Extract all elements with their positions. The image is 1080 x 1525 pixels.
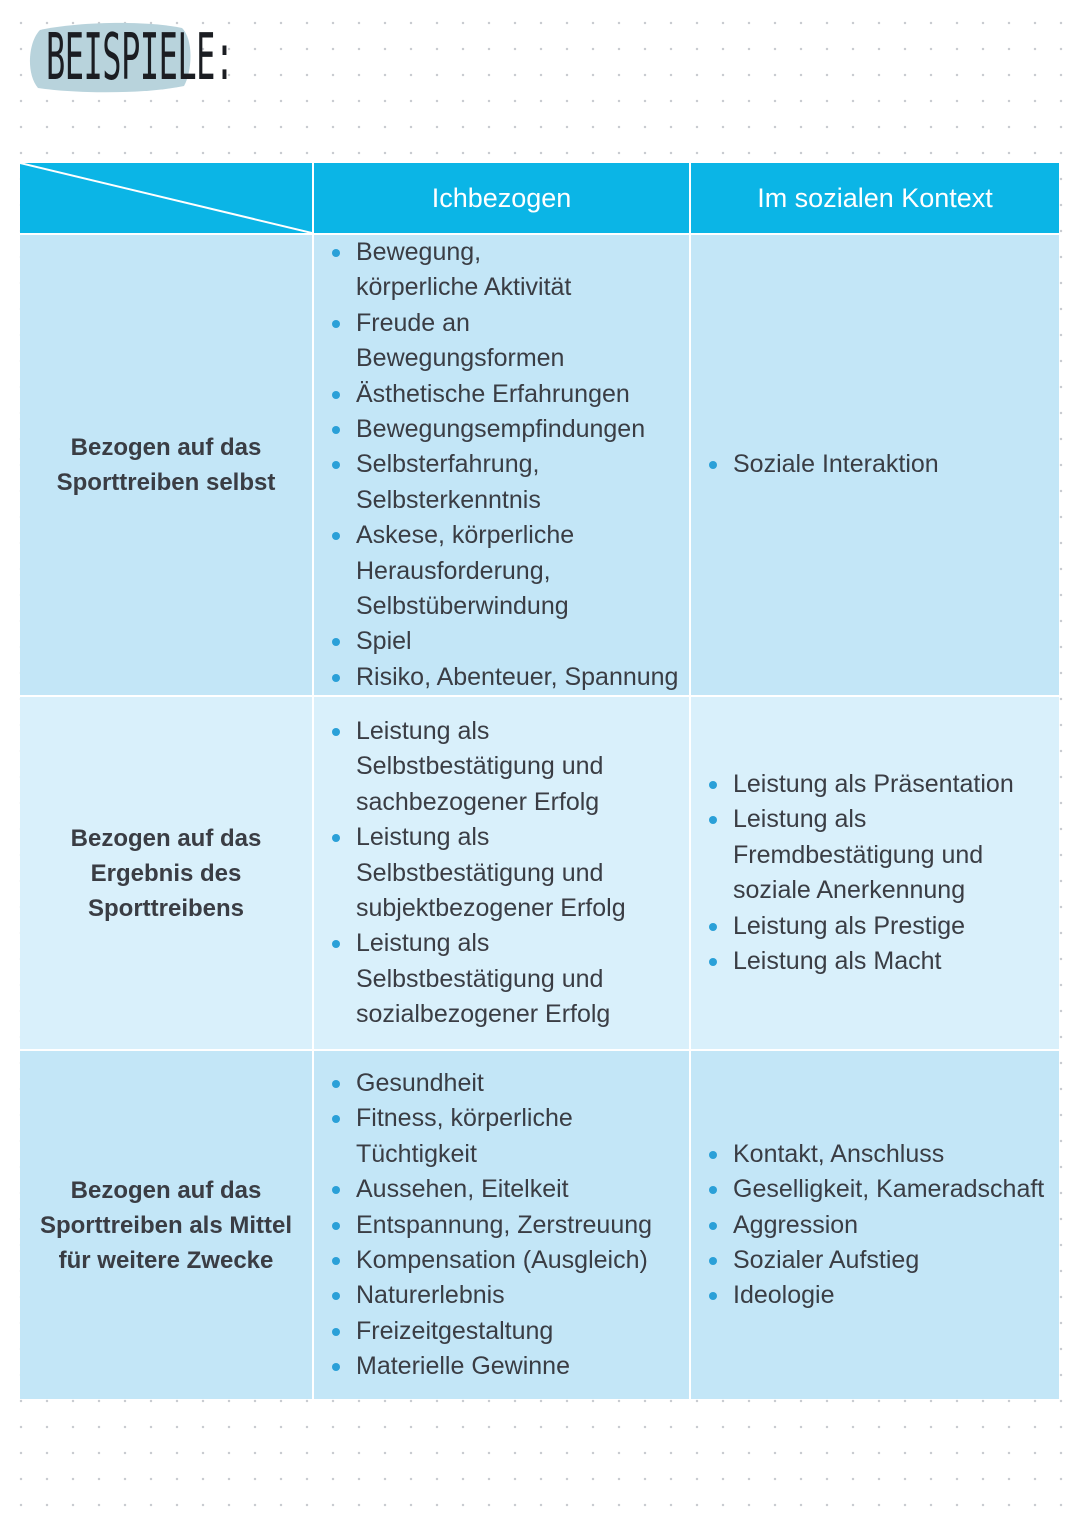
list-item xyxy=(733,909,1049,944)
list-item-line: Fremdbestätigung und xyxy=(733,840,984,869)
heading-text: BEISPIELE: xyxy=(46,21,234,95)
list-item xyxy=(356,377,679,412)
list-item-line: Freizeitgestaltung xyxy=(356,1316,554,1345)
list-item xyxy=(356,1066,679,1101)
list-item-line: sozialbezogener Erfolg xyxy=(356,1000,611,1029)
list-item xyxy=(356,1172,679,1207)
list-item xyxy=(733,1243,1049,1278)
cell-sozial xyxy=(690,1050,1059,1399)
list-item-line: Leistung als Prestige xyxy=(733,911,966,940)
list-item-line: Entspannung, Zerstreuung xyxy=(356,1210,653,1239)
list-item-line: Risiko, Abenteuer, Spannung xyxy=(356,662,679,691)
row-label-line: Sporttreibens xyxy=(87,894,245,922)
list-item xyxy=(356,624,679,659)
list-item-line: Sozialer Aufstieg xyxy=(733,1245,920,1274)
list-item xyxy=(356,1243,679,1278)
list-item xyxy=(733,802,1049,908)
list-item xyxy=(733,1137,1049,1172)
list-item xyxy=(356,926,679,1032)
list-item xyxy=(356,714,679,820)
row-label-line: für weitere Zwecke xyxy=(58,1246,274,1274)
list-item xyxy=(356,660,679,695)
list-item xyxy=(356,1101,679,1172)
cell-ichbezogen xyxy=(313,1050,690,1399)
row-label xyxy=(20,234,313,696)
bullet-list xyxy=(691,1137,1059,1314)
list-item xyxy=(356,1278,679,1313)
page-heading xyxy=(26,14,234,95)
list-item-line: Askese, körperliche xyxy=(356,521,575,550)
list-item-line: Aggression xyxy=(733,1210,859,1239)
list-item-line: Spiel xyxy=(356,627,412,656)
list-item-line: Ästhetische Erfahrungen xyxy=(356,379,630,408)
list-item-line: Herausforderung, xyxy=(356,556,551,585)
column-header-ichbezogen: Ichbezogen xyxy=(313,163,690,234)
bullet-list xyxy=(691,447,1059,482)
bullet-list xyxy=(314,1066,689,1385)
row-label-line: Bezogen auf das xyxy=(70,1176,262,1204)
list-item-line: sachbezogener Erfolg xyxy=(356,787,600,816)
list-item-line: Geselligkeit, Kameradschaft xyxy=(733,1175,1045,1204)
list-item xyxy=(733,767,1049,802)
list-item-line: Gesundheit xyxy=(356,1068,484,1097)
list-item-line: Leistung als Präsentation xyxy=(733,770,1014,799)
list-item xyxy=(356,1208,679,1243)
list-item xyxy=(356,518,679,624)
list-item xyxy=(356,1314,679,1349)
bullet-list xyxy=(314,235,689,695)
motives-table xyxy=(20,163,1059,1399)
list-item-line: körperliche Aktivität xyxy=(356,273,572,302)
row-label-line: Sporttreiben selbst xyxy=(56,469,276,497)
list-item xyxy=(356,306,679,377)
list-item-line: Selbstbestätigung und xyxy=(356,752,604,781)
row-label-line: Bezogen auf das xyxy=(70,824,262,852)
list-item xyxy=(733,1208,1049,1243)
list-item-line: Selbstüberwindung xyxy=(356,592,569,621)
list-item-line: Leistung als xyxy=(733,805,867,834)
cell-ichbezogen xyxy=(313,234,690,696)
list-item-line: Leistung als Macht xyxy=(733,947,942,976)
list-item xyxy=(733,447,1049,482)
list-item xyxy=(733,1172,1049,1207)
list-item-line: Bewegung, xyxy=(356,238,482,266)
list-item-line: Selbstbestätigung und xyxy=(356,858,604,887)
list-item xyxy=(356,1349,679,1384)
list-item-line: soziale Anerkennung xyxy=(733,876,966,905)
list-item-line: Tüchtigkeit xyxy=(356,1139,477,1168)
list-item-line: Bewegungsempfindungen xyxy=(356,415,646,444)
list-item-line: Fitness, körperliche xyxy=(356,1104,573,1133)
cell-sozial xyxy=(690,234,1059,696)
table-header-row xyxy=(20,163,1059,234)
column-header-sozial: Im sozialen Kontext xyxy=(690,163,1059,234)
list-item-line: Selbstbestätigung und xyxy=(356,964,604,993)
list-item-line: Naturerlebnis xyxy=(356,1281,505,1310)
list-item xyxy=(733,944,1049,979)
bullet-list xyxy=(314,714,689,1033)
corner-diagonal xyxy=(20,163,312,233)
table-row xyxy=(20,696,1059,1050)
row-label-line: Bezogen auf das xyxy=(70,434,262,462)
list-item-line: Soziale Interaktion xyxy=(733,450,939,479)
row-label xyxy=(20,696,313,1050)
list-item-line: Aussehen, Eitelkeit xyxy=(356,1175,569,1204)
cell-sozial xyxy=(690,696,1059,1050)
list-item xyxy=(356,820,679,926)
list-item-line: Ideologie xyxy=(733,1281,835,1310)
row-label xyxy=(20,1050,313,1399)
list-item-line: Selbsterkenntnis xyxy=(356,485,541,514)
bullet-list xyxy=(691,767,1059,979)
list-item-line: Leistung als xyxy=(356,716,490,745)
list-item-line: Selbsterfahrung, xyxy=(356,450,540,479)
list-item-line: Materielle Gewinne xyxy=(356,1352,570,1381)
list-item-line: Leistung als xyxy=(356,823,490,852)
list-item xyxy=(733,1278,1049,1313)
list-item xyxy=(356,235,679,306)
list-item xyxy=(356,447,679,518)
list-item-line: Freude an Bewegungsformen xyxy=(356,308,565,373)
list-item-line: subjektbezogener Erfolg xyxy=(356,893,626,922)
list-item xyxy=(356,412,679,447)
row-label-line: Ergebnis des xyxy=(90,859,242,887)
list-item-line: Kontakt, Anschluss xyxy=(733,1139,945,1168)
corner-cell xyxy=(20,163,313,234)
list-item-line: Kompensation (Ausgleich) xyxy=(356,1245,648,1274)
table-row xyxy=(20,234,1059,696)
list-item-line: Leistung als xyxy=(356,929,490,958)
cell-ichbezogen xyxy=(313,696,690,1050)
row-label-line: Sporttreiben als Mittel xyxy=(39,1211,293,1239)
table-row xyxy=(20,1050,1059,1399)
